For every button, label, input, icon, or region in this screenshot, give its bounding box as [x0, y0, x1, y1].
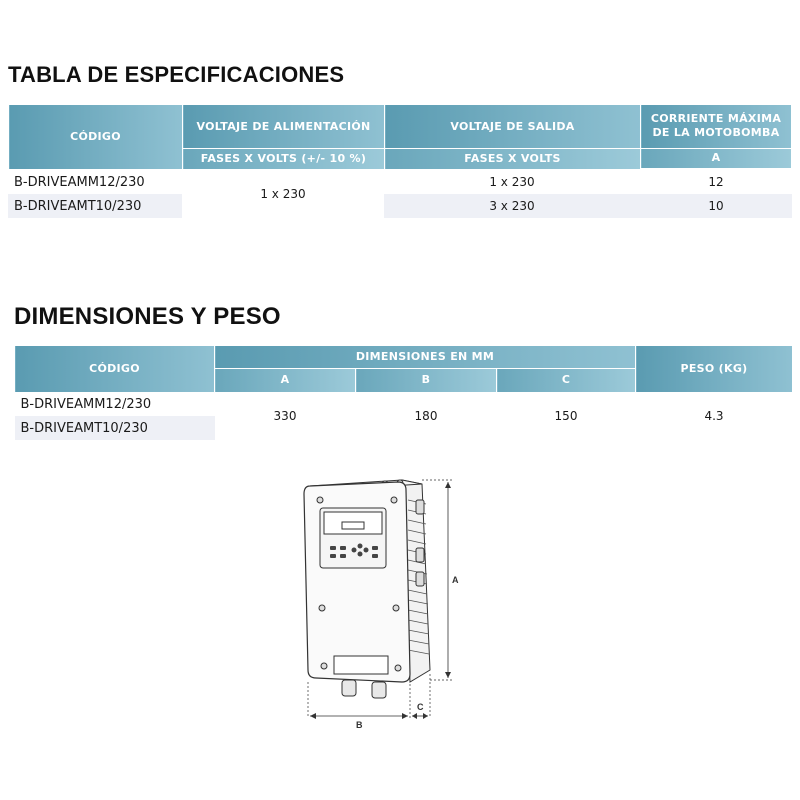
row-code: B-DRIVEAMM12/230	[14, 174, 145, 190]
header-code: CÓDIGO	[15, 346, 215, 392]
row-code: B-DRIVEAMM12/230	[20, 396, 152, 412]
output-voltage-value: 3 x 230	[384, 194, 640, 218]
header-output-voltage: VOLTAJE DE SALIDA	[385, 105, 641, 149]
header-max-current-sub: A	[641, 148, 792, 168]
dimension-label-b: B	[356, 720, 363, 730]
row-code: B-DRIVEAMT10/230	[15, 416, 215, 440]
header-dim-c: C	[497, 368, 636, 392]
header-supply-voltage: VOLTAJE DE ALIMENTACIÓN	[183, 105, 385, 149]
table-row	[8, 194, 792, 218]
dimensions-table	[14, 346, 793, 440]
dims-section-title: DIMENSIONES Y PESO	[14, 303, 281, 330]
weight-value: 4.3	[704, 409, 724, 423]
table-row	[8, 170, 792, 194]
output-voltage-value: 1 x 230	[489, 175, 535, 189]
device-dimension-drawing	[290, 470, 470, 740]
header-dim-b: B	[356, 368, 497, 392]
header-supply-voltage-sub: FASES X VOLTS (+/- 10 %)	[183, 149, 385, 169]
dim-b-value: 180	[414, 409, 438, 423]
max-current-value: 12	[708, 175, 724, 189]
header-dim-a: A	[215, 368, 356, 392]
specifications-table-current-col	[640, 105, 792, 168]
table-row	[15, 392, 793, 416]
max-current-value: 10	[640, 194, 792, 218]
dim-c-value: 150	[554, 409, 578, 423]
header-dimensions: DIMENSIONES EN MM	[215, 346, 636, 368]
header-weight: PESO (KG)	[636, 346, 793, 392]
spec-section-title: TABLA DE ESPECIFICACIONES	[8, 62, 345, 87]
specifications-table-body	[8, 170, 792, 218]
header-max-current: CORRIENTE MÁXIMA DE LA MOTOBOMBA	[641, 105, 792, 148]
row-code: B-DRIVEAMT10/230	[8, 194, 182, 218]
supply-voltage-value: 1 x 230	[260, 187, 306, 201]
dimension-label-a: A	[452, 575, 459, 585]
header-code: CÓDIGO	[9, 105, 183, 169]
specifications-table	[8, 105, 641, 169]
header-output-voltage-sub: FASES X VOLTS	[385, 149, 641, 169]
dim-a-value: 330	[273, 409, 297, 423]
dimension-label-c: C	[417, 702, 424, 712]
